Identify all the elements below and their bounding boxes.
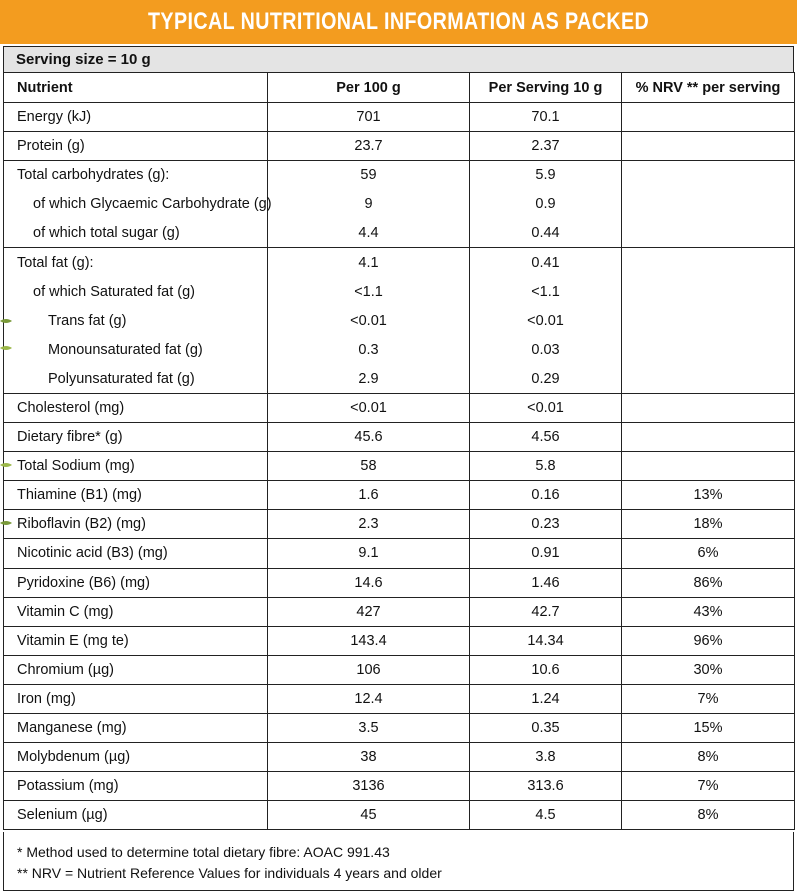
nrv-value: 15% xyxy=(622,713,795,742)
table-row xyxy=(4,219,795,248)
per-serving-value: 14.34 xyxy=(470,626,622,655)
nrv-value: 18% xyxy=(622,510,795,539)
header-nutrient: Nutrient xyxy=(4,73,268,103)
per-serving-value: <0.01 xyxy=(470,393,622,422)
table-row xyxy=(4,393,795,422)
nutrient-name: Cholesterol (mg) xyxy=(4,393,268,422)
per-serving-value: 4.5 xyxy=(470,801,622,830)
per-serving-value: 3.8 xyxy=(470,743,622,772)
nutrient-name: of which Glycaemic Carbohydrate (g) xyxy=(4,190,268,219)
nutrient-name: Trans fat (g) xyxy=(4,306,268,335)
per-100g-value: 59 xyxy=(268,161,470,190)
nrv-value xyxy=(622,364,795,393)
nutrient-name: Pyridoxine (B6) (mg) xyxy=(4,568,268,597)
title-bar xyxy=(0,0,797,44)
nrv-value: 7% xyxy=(622,684,795,713)
per-100g-value: <0.01 xyxy=(268,393,470,422)
per-100g-value: 701 xyxy=(268,103,470,132)
nutrient-name: Chromium (µg) xyxy=(4,655,268,684)
per-100g-value: 4.1 xyxy=(268,248,470,277)
per-serving-value: <0.01 xyxy=(470,306,622,335)
per-serving-value: 42.7 xyxy=(470,597,622,626)
nrv-value xyxy=(622,219,795,248)
per-serving-value: 2.37 xyxy=(470,132,622,161)
nrv-value xyxy=(622,393,795,422)
per-serving-value: 0.9 xyxy=(470,190,622,219)
nrv-value: 86% xyxy=(622,568,795,597)
nrv-value xyxy=(622,277,795,306)
per-100g-value: 45.6 xyxy=(268,423,470,452)
per-100g-value: 3136 xyxy=(268,772,470,801)
nrv-value xyxy=(622,132,795,161)
per-serving-value: 0.16 xyxy=(470,481,622,510)
per-serving-value: 0.03 xyxy=(470,335,622,364)
footnote-nrv: ** NRV = Nutrient Reference Values for individuals 4 years and older xyxy=(17,865,442,881)
header-nrv: % NRV ** per serving xyxy=(622,73,795,103)
per-100g-value: <0.01 xyxy=(268,306,470,335)
per-100g-value: 58 xyxy=(268,452,470,481)
table-row xyxy=(4,801,795,830)
nutrient-name: Polyunsaturated fat (g) xyxy=(4,364,268,393)
table-row xyxy=(4,364,795,393)
nrv-value: 13% xyxy=(622,481,795,510)
header-per-100g: Per 100 g xyxy=(268,73,470,103)
per-100g-value: 143.4 xyxy=(268,626,470,655)
nutrient-name: Riboflavin (B2) (mg) xyxy=(4,510,268,539)
nrv-value xyxy=(622,335,795,364)
per-serving-value: 10.6 xyxy=(470,655,622,684)
per-serving-value: 0.41 xyxy=(470,248,622,277)
nutrient-name: Nicotinic acid (B3) (mg) xyxy=(4,539,268,568)
serving-size-label: Serving size = 10 g xyxy=(16,51,151,68)
nrv-value: 7% xyxy=(622,772,795,801)
per-100g-value: 2.9 xyxy=(268,364,470,393)
table-row xyxy=(4,510,795,539)
per-100g-value: 427 xyxy=(268,597,470,626)
table-row xyxy=(4,335,795,364)
nutrient-name: Dietary fibre* (g) xyxy=(4,423,268,452)
nutrient-name: Total fat (g): xyxy=(4,248,268,277)
per-100g-value: 12.4 xyxy=(268,684,470,713)
nrv-value xyxy=(622,423,795,452)
table-row xyxy=(4,772,795,801)
per-100g-value: 4.4 xyxy=(268,219,470,248)
leaf-decoration-icon xyxy=(0,345,12,351)
nrv-value: 96% xyxy=(622,626,795,655)
nrv-value xyxy=(622,103,795,132)
table-row xyxy=(4,248,795,277)
nutrient-name: Protein (g) xyxy=(4,132,268,161)
nrv-value: 43% xyxy=(622,597,795,626)
leaf-decoration-icon xyxy=(0,318,12,324)
nrv-value xyxy=(622,452,795,481)
per-serving-value: 0.44 xyxy=(470,219,622,248)
table-row xyxy=(4,132,795,161)
table-row xyxy=(4,481,795,510)
nrv-value: 8% xyxy=(622,801,795,830)
serving-size-row xyxy=(3,46,794,72)
per-100g-value: 3.5 xyxy=(268,713,470,742)
per-100g-value: 38 xyxy=(268,743,470,772)
nrv-value: 30% xyxy=(622,655,795,684)
leaf-decoration-icon xyxy=(0,462,12,468)
per-100g-value: 2.3 xyxy=(268,510,470,539)
table-row xyxy=(4,190,795,219)
nutrient-name: Total carbohydrates (g): xyxy=(4,161,268,190)
table-row xyxy=(4,743,795,772)
nutrient-name: Vitamin C (mg) xyxy=(4,597,268,626)
footnotes xyxy=(3,832,794,891)
per-100g-value: <1.1 xyxy=(268,277,470,306)
header-per-serving: Per Serving 10 g xyxy=(470,73,622,103)
table-row xyxy=(4,597,795,626)
table-row xyxy=(4,306,795,335)
nutrient-name: of which total sugar (g) xyxy=(4,219,268,248)
nrv-value xyxy=(622,161,795,190)
nrv-value xyxy=(622,306,795,335)
table-row xyxy=(4,103,795,132)
per-100g-value: 9.1 xyxy=(268,539,470,568)
per-serving-value: 5.9 xyxy=(470,161,622,190)
nrv-value: 6% xyxy=(622,539,795,568)
nutrition-table xyxy=(3,72,795,830)
table-row xyxy=(4,655,795,684)
nutrient-name: Molybdenum (µg) xyxy=(4,743,268,772)
per-serving-value: 0.23 xyxy=(470,510,622,539)
per-100g-value: 14.6 xyxy=(268,568,470,597)
leaf-decoration-icon xyxy=(0,520,12,526)
nutrient-name: Potassium (mg) xyxy=(4,772,268,801)
per-serving-value: 70.1 xyxy=(470,103,622,132)
per-serving-value: 1.46 xyxy=(470,568,622,597)
per-serving-value: 313.6 xyxy=(470,772,622,801)
table-row xyxy=(4,626,795,655)
nutrient-name: Vitamin E (mg te) xyxy=(4,626,268,655)
table-row xyxy=(4,713,795,742)
nutrient-name: Monounsaturated fat (g) xyxy=(4,335,268,364)
per-100g-value: 1.6 xyxy=(268,481,470,510)
panel-title: TYPICAL NUTRITIONAL INFORMATION AS PACKED xyxy=(147,8,650,35)
table-row xyxy=(4,539,795,568)
per-serving-value: 1.24 xyxy=(470,684,622,713)
nrv-value: 8% xyxy=(622,743,795,772)
per-serving-value: 5.8 xyxy=(470,452,622,481)
table-row xyxy=(4,452,795,481)
nutrient-name: Selenium (µg) xyxy=(4,801,268,830)
per-serving-value: 4.56 xyxy=(470,423,622,452)
nutrient-name: Manganese (mg) xyxy=(4,713,268,742)
nutrient-name: Iron (mg) xyxy=(4,684,268,713)
table-header-row xyxy=(4,73,795,103)
table-row xyxy=(4,568,795,597)
per-100g-value: 106 xyxy=(268,655,470,684)
per-serving-value: 0.29 xyxy=(470,364,622,393)
per-100g-value: 23.7 xyxy=(268,132,470,161)
per-serving-value: 0.91 xyxy=(470,539,622,568)
footnote-fibre-method: * Method used to determine total dietary fibre: AOAC 991.43 xyxy=(17,844,390,860)
table-row xyxy=(4,277,795,306)
nutrient-name: of which Saturated fat (g) xyxy=(4,277,268,306)
table-row xyxy=(4,161,795,190)
per-serving-value: 0.35 xyxy=(470,713,622,742)
per-serving-value: <1.1 xyxy=(470,277,622,306)
nutrient-name: Energy (kJ) xyxy=(4,103,268,132)
nutrient-name: Thiamine (B1) (mg) xyxy=(4,481,268,510)
table-row xyxy=(4,423,795,452)
nrv-value xyxy=(622,248,795,277)
nrv-value xyxy=(622,190,795,219)
nutrient-name: Total Sodium (mg) xyxy=(4,452,268,481)
per-100g-value: 45 xyxy=(268,801,470,830)
table-row xyxy=(4,684,795,713)
per-100g-value: 0.3 xyxy=(268,335,470,364)
per-100g-value: 9 xyxy=(268,190,470,219)
